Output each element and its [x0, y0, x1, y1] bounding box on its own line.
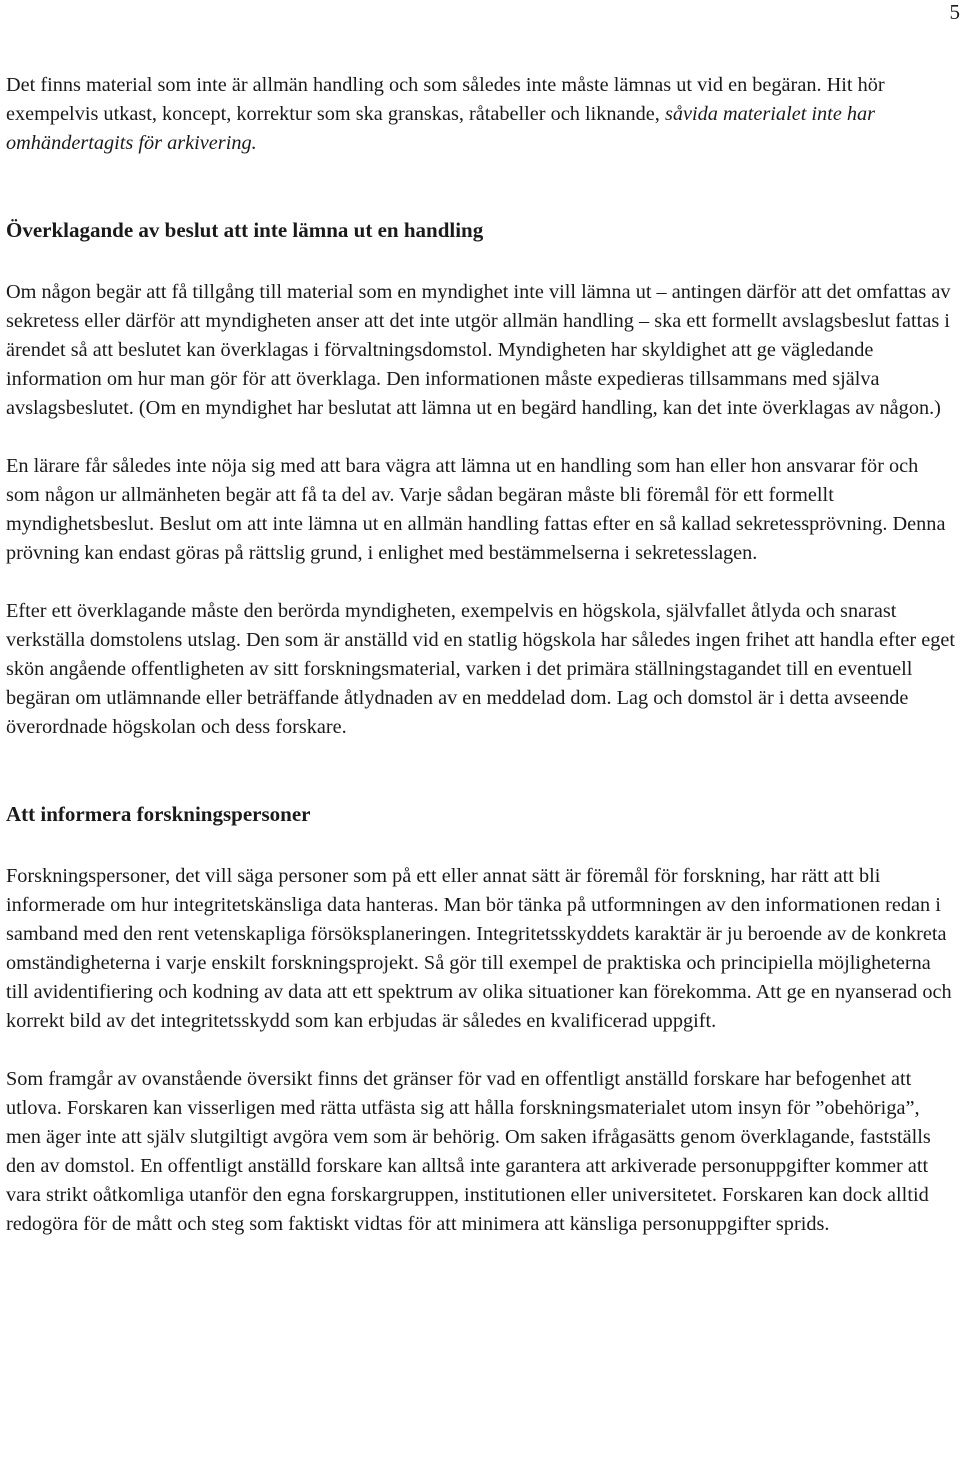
paragraph: Som framgår av ovanstående översikt finns det gränser för vad en offentligt anställd forskare har befogenhet att utlova. Forskaren kan visserligen med rätta utfästa sig att hålla forskningsmaterialet utom insyn för ”obehöriga”, men äger inte att själv slutgiltigt avgöra vem som är behörig. Om saken ifrågasätts genom överklagande, fastställs den av domstol. En offentligt anställd forskare kan alltså inte garantera att arkiverade personuppgifter kommer att vara strikt oåtkomliga utanför den egna forskargruppen, institutionen eller universitetet. Forskaren kan dock alltid redogöra för de mått och steg som faktiskt vidtas för att minimera att känsliga personuppgifter sprids. — [6, 1068, 931, 1235]
intro-italic-text: såvida materialet inte har omhändertagits för arkivering. — [6, 103, 876, 154]
section-heading-informera: Att informera forskningspersoner — [6, 802, 311, 826]
intro-paragraph — [6, 71, 956, 158]
paragraph: Efter ett överklagande måste den berörda myndigheten, exempelvis en högskola, självfallet åtlyda och snarast verkställa domstolens utslag. Den som är anställd vid en statlig högskola har således ingen frihet att handla efter eget skön angående offentligheten av sitt forskningsmaterial, varken i det primära ställningstagandet till en eventuell begäran om utlämnande eller beträffande åtlydnaden av en meddelad dom. Lag och domstol är i detta avseende överordnade högskolan och dess forskare. — [6, 600, 956, 738]
paragraph: En lärare får således inte nöja sig med att bara vägra att lämna ut en handling som han eller hon ansvarar för och som någon ur allmänheten begär att få ta del av. Varje sådan begäran måste bli föremål för ett formellt myndighetsbeslut. Beslut om att inte lämna ut en allmän handling fattas efter en så kallad sekretessprövning. Denna prövning kan endast göras på rättslig grund, i enlighet med bestämmelserna i sekretesslagen. — [6, 455, 946, 564]
page-number: 5 — [949, 0, 960, 24]
section-heading-overklagande: Överklagande av beslut att inte lämna ut en handling — [6, 218, 484, 242]
paragraph: Om någon begär att få tillgång till material som en myndighet inte vill lämna ut – antingen därför att det omfattas av sekretess eller därför att myndigheten anser att det inte utgör allmän handling – ska ett formellt avslagsbeslut fattas i ärendet så att beslutet kan överklagas i förvaltningsdomstol. Myndigheten har skyldighet att ge vägledande information om hur man gör för att överklaga. Den informationen måste expedieras tillsammans med själva avslagsbeslutet. (Om en myndighet har beslutat att lämna ut en begärd handling, kan det inte överklagas av någon.) — [6, 281, 951, 419]
intro-text: Det finns material som inte är allmän handling och som således inte måste lämnas ut vid en begäran. Hit hör exempelvis utkast, koncept, korrektur som ska granskas, råtabeller och liknande, — [6, 74, 885, 125]
paragraph: Forskningspersoner, det vill säga personer som på ett eller annat sätt är föremål för forskning, har rätt att bli informerade om hur integritetskänsliga data hanteras. Man bör tänka på utformningen av den informationen redan i samband med den rent vetenskapliga försöksplaneringen. Integritetsskyddets karaktär är ju beroende av de konkreta omständigheterna i varje enskilt forskningsprojekt. Så gör till exempel de praktiska och principiella möjligheterna till avidentifiering och kodning av data att ett spektrum av olika situationer kan förekomma. Att ge en nyanserad och korrekt bild av det integritetsskydd som kan erbjudas är således en kvalificerad uppgift. — [6, 865, 952, 1032]
document-body — [6, 71, 956, 1239]
